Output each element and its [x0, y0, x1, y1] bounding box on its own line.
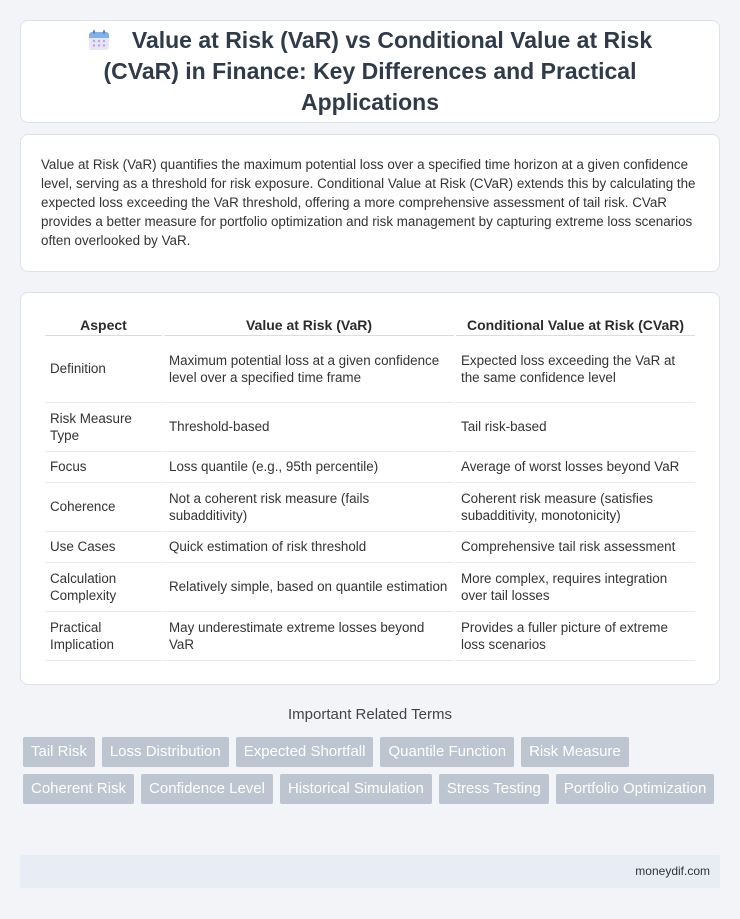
- cell-aspect: Practical Implication: [45, 612, 162, 661]
- tag-coherent-risk[interactable]: Coherent Risk: [23, 774, 134, 804]
- cell-var: Relatively simple, based on quantile estimation: [164, 563, 454, 612]
- table-header-row: [45, 313, 695, 336]
- tag-quantile-function[interactable]: Quantile Function: [380, 737, 514, 767]
- intro-paragraph: Value at Risk (VaR) quantifies the maximum potential loss over a specified time horizon at a given confidence level, serving as a threshold for risk exposure. Conditional Value at Risk (CVaR) extends this by calculating the expected loss exceeding the VaR threshold, offering a more comprehensive assessment of tail risk. CVaR provides a better measure for portfolio optimization and risk management by capturing extreme loss scenarios often overlooked by VaR.: [41, 157, 696, 248]
- cell-cvar: Tail risk-based: [456, 403, 695, 452]
- table-row: [45, 532, 695, 563]
- header-cvar: Conditional Value at Risk (CVaR): [456, 313, 695, 336]
- tag-expected-shortfall[interactable]: Expected Shortfall: [236, 737, 374, 767]
- cell-var: Threshold-based: [164, 403, 454, 452]
- cell-var: Maximum potential loss at a given confidence level over a specified time frame: [164, 336, 454, 403]
- cell-var: Loss quantile (e.g., 95th percentile): [164, 452, 454, 483]
- table-row: [45, 452, 695, 483]
- cell-aspect: Calculation Complexity: [45, 563, 162, 612]
- tag-historical-simulation[interactable]: Historical Simulation: [280, 774, 432, 804]
- tag-confidence-level[interactable]: Confidence Level: [141, 774, 273, 804]
- table-row: [45, 403, 695, 452]
- comparison-card: [20, 292, 720, 685]
- tag-risk-measure[interactable]: Risk Measure: [521, 737, 629, 767]
- cell-aspect: Risk Measure Type: [45, 403, 162, 452]
- title-card: [20, 20, 720, 123]
- calendar-icon: [88, 29, 110, 51]
- table-row: [45, 563, 695, 612]
- tag-tail-risk[interactable]: Tail Risk: [23, 737, 95, 767]
- header-aspect: Aspect: [45, 313, 162, 336]
- cell-cvar: Comprehensive tail risk assessment: [456, 532, 695, 563]
- cell-aspect: Coherence: [45, 483, 162, 532]
- table-row: [45, 612, 695, 661]
- cell-cvar: Expected loss exceeding the VaR at the same confidence level: [456, 336, 695, 403]
- cell-var: May underestimate extreme losses beyond VaR: [164, 612, 454, 661]
- tag-stress-testing[interactable]: Stress Testing: [439, 774, 549, 804]
- related-terms-list: [23, 737, 723, 804]
- page-title-text: Value at Risk (VaR) vs Conditional Value at Risk (CVaR) in Finance: Key Differences and Practical Applications: [103, 27, 653, 115]
- table-row: [45, 483, 695, 532]
- cell-cvar: Coherent risk measure (satisfies subadditivity, monotonicity): [456, 483, 695, 532]
- intro-card: [20, 134, 720, 272]
- footer: [20, 855, 720, 888]
- cell-aspect: Focus: [45, 452, 162, 483]
- tag-portfolio-optimization[interactable]: Portfolio Optimization: [556, 774, 715, 804]
- table-row: [45, 336, 695, 403]
- related-terms-heading: Important Related Terms: [288, 706, 452, 723]
- page-title: [51, 25, 689, 118]
- tag-loss-distribution[interactable]: Loss Distribution: [102, 737, 229, 767]
- comparison-table: [43, 313, 697, 661]
- cell-var: Not a coherent risk measure (fails subadditivity): [164, 483, 454, 532]
- cell-aspect: Use Cases: [45, 532, 162, 563]
- cell-cvar: Average of worst losses beyond VaR: [456, 452, 695, 483]
- title-container: [21, 21, 719, 122]
- footer-site-link[interactable]: moneydif.com: [635, 864, 710, 878]
- cell-aspect: Definition: [45, 336, 162, 403]
- header-var: Value at Risk (VaR): [164, 313, 454, 336]
- cell-var: Quick estimation of risk threshold: [164, 532, 454, 563]
- cell-cvar: More complex, requires integration over tail losses: [456, 563, 695, 612]
- cell-cvar: Provides a fuller picture of extreme loss scenarios: [456, 612, 695, 661]
